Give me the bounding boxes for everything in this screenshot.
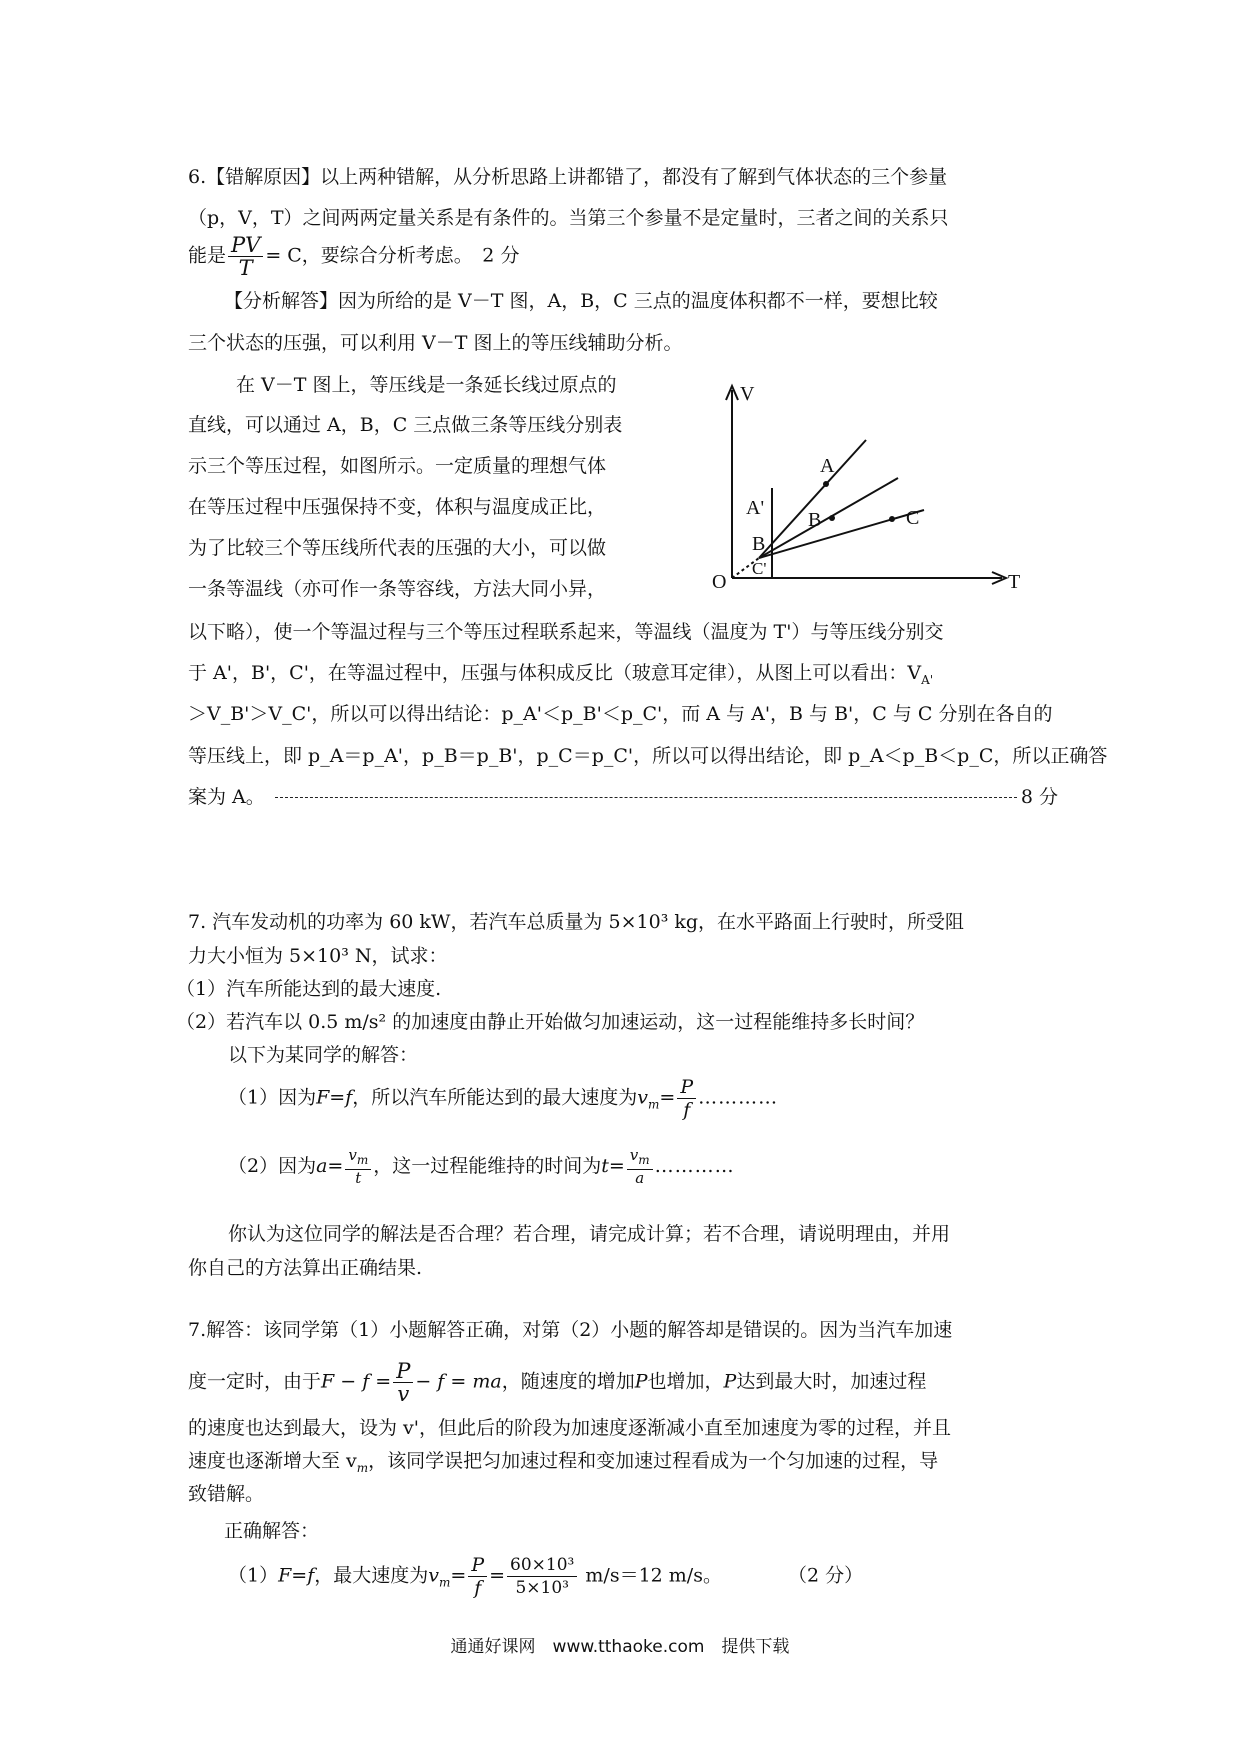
ans7-l7-a: （1） <box>228 1564 279 1587</box>
q6-line-9: 在等压过程中压强保持不变，体积与温度成正比， <box>188 496 607 518</box>
q7-line-2: 力大小恒为 5×10³ N，试求： <box>188 945 448 967</box>
isobar-b <box>759 478 898 558</box>
ans7-line-2 <box>188 1360 926 1405</box>
q6-line-8: 示三个等压过程，如图所示。一定质量的理想气体 <box>188 455 607 477</box>
fraction-denominator: T <box>238 256 253 280</box>
t-axis-label: T <box>1008 571 1021 593</box>
q6-line-13-sub: A' <box>921 672 934 687</box>
ans7-l4-sub: m <box>356 1460 369 1475</box>
q7-l6-v: v <box>637 1086 648 1109</box>
q6-line-15: 等压线上，即 p_A＝p_A'，p_B＝p_B'，p_C＝p_C'，所以可以得出结论，即 p_A＜p_B＜p_C，所以正确答 <box>188 745 1108 767</box>
point-a <box>823 481 829 487</box>
power-over-force-fraction <box>507 1554 577 1599</box>
q6-line-3 <box>188 234 519 279</box>
ans7-l7-f-var: F <box>278 1564 292 1587</box>
q7-line-1: 7. 汽车发动机的功率为 60 kW，若汽车总质量为 5×10³ kg，在水平路面上行驶时，所受阻 <box>188 911 965 933</box>
page-footer: 通通好课网 www.tthaoke.com 提供下载 <box>450 1637 790 1657</box>
ans7-l7-text: ，最大速度为 <box>314 1564 429 1587</box>
fraction-numerator: 60×10³ <box>507 1554 577 1577</box>
pv-over-t-fraction <box>228 234 263 279</box>
ans7-l4-post: ，该同学误把匀加速过程和变加速过程看成为一个匀加速的过程，导 <box>368 1450 939 1472</box>
ans7-l2-h: 达到最大时，加速过程 <box>736 1370 927 1393</box>
label-c-prime: C' <box>752 559 767 578</box>
ans7-line-4 <box>188 1450 938 1479</box>
ans7-line-3: 的速度也达到最大，设为 v'，但此后的阶段为加速度逐渐减小直至加速度为零的过程，并且 <box>188 1417 951 1439</box>
q7-l6-eq2: = <box>659 1086 676 1109</box>
q6-line-7: 直线，可以通过 A，B，C 三点做三条等压线分别表 <box>188 414 623 436</box>
numerator-sub: m <box>638 1153 650 1167</box>
vt-diagram <box>712 378 1032 598</box>
q6-line-6: 在 V－T 图上，等压线是一条延长线过原点的 <box>236 374 617 396</box>
ans7-l2-eq-right: − f = ma <box>415 1370 502 1393</box>
q6-line-1: 6.【错解原因】以上两种错解，从分析思路上讲都错了，都没有了解到气体状态的三个参量 <box>188 166 948 188</box>
label-b: B <box>808 509 822 531</box>
label-c: C <box>906 507 920 529</box>
fraction-denominator: t <box>355 1169 362 1187</box>
q7-l6-f-var: F <box>316 1086 330 1109</box>
ans7-l2-d: ，随速度的增加 <box>501 1370 635 1393</box>
ans7-line-7 <box>228 1554 863 1599</box>
ans7-line-5: 致错解。 <box>188 1483 265 1505</box>
q6-line-16-text: 案为 A。 <box>188 786 265 808</box>
label-b-prime: B <box>752 533 766 555</box>
ans7-l2-p1: P <box>634 1370 648 1393</box>
q6-line-5: 三个状态的压强，可以利用 V－T 图上的等压线辅助分析。 <box>188 332 683 354</box>
p-over-v-fraction <box>393 1360 413 1405</box>
q6-line-13-text: 于 A'，B'，C'，在等温过程中，压强与体积成反比（玻意耳定律），从图上可以看出：V <box>188 662 922 684</box>
fraction-numerator: PV <box>228 234 263 257</box>
fraction-numerator <box>345 1147 371 1170</box>
q7-l7-dots: ………… <box>654 1155 735 1177</box>
fraction-numerator: P <box>468 1554 487 1577</box>
numerator-v: v <box>629 1146 639 1164</box>
vm-over-t-fraction <box>345 1147 371 1187</box>
q7-line-8: 你认为这位同学的解法是否合理？若合理，请完成计算；若不合理，请说明理由，并用 <box>228 1223 951 1245</box>
label-a-prime: A' <box>746 497 765 519</box>
fraction-denominator: f <box>474 1577 482 1599</box>
point-c <box>889 516 895 522</box>
ans7-l2-p2: P <box>723 1370 737 1393</box>
isobar-a <box>759 440 866 558</box>
fraction-denominator: f <box>683 1099 691 1121</box>
ans7-l2-f: 也增加， <box>647 1370 724 1393</box>
q6-line-4: 【分析解答】因为所给的是 V－T 图，A，B，C 三点的温度体积都不一样，要想比较 <box>224 290 938 312</box>
q7-l7-a-var: a <box>316 1155 328 1177</box>
q7-l6-text: ，所以汽车所能达到的最大速度为 <box>352 1086 638 1109</box>
ans7-l7-sub: m <box>439 1575 451 1590</box>
q7-l7-a: （2）因为 <box>228 1155 317 1177</box>
dashed-leader <box>275 797 1017 798</box>
fraction-numerator: P <box>677 1076 696 1099</box>
q7-l6-f-small: f <box>345 1086 353 1109</box>
p-over-f-fraction <box>677 1076 696 1121</box>
q7-l6-a: （1）因为 <box>228 1086 317 1109</box>
q6-line-2: （p，V，T）之间两两定量关系是有条件的。当第三个参量不是定量时，三者之间的关系只 <box>188 207 949 229</box>
q6-line-12: 以下略），使一个等温过程与三个等压过程联系起来，等温线（温度为 T'）与等压线分别交 <box>188 621 944 643</box>
q7-line-7 <box>228 1147 735 1187</box>
ans7-l2-eq-left: F − f = <box>321 1370 392 1393</box>
q7-l6-eq: = <box>329 1086 346 1109</box>
q6-line-16 <box>188 786 1058 808</box>
q7-line-4: （2）若汽车以 0.5 m/s² 的加速度由静止开始做匀加速运动，这一过程能维持多长时间？ <box>176 1011 925 1033</box>
q7-l6-sub: m <box>648 1097 660 1112</box>
p-over-f-fraction <box>468 1554 487 1599</box>
ans7-l7-v: v <box>428 1564 439 1587</box>
ans7-l7-result: m/s＝12 m/s。 <box>585 1564 722 1587</box>
fraction-denominator: v <box>397 1382 410 1406</box>
q6-score: 8 分 <box>1020 786 1058 808</box>
ans7-l2-a: 度一定时，由于 <box>188 1370 322 1393</box>
q7-l7-t-var: t <box>601 1155 609 1177</box>
numerator-sub: m <box>356 1153 369 1167</box>
q6-line-11: 一条等温线（亦可作一条等容线，方法大同小异， <box>188 578 607 600</box>
q6-line-10: 为了比较三个等压线所代表的压强的大小，可以做 <box>188 537 607 559</box>
q7-line-5: 以下为某同学的解答： <box>228 1044 419 1066</box>
q7-line-6 <box>228 1076 778 1121</box>
ans7-line-1: 7.解答：该同学第（1）小题解答正确，对第（2）小题的解答却是错误的。因为当汽车加速 <box>188 1319 953 1341</box>
q7-l7-text: ，这一过程能维持的时间为 <box>373 1155 602 1177</box>
q7-line-9: 你自己的方法算出正确结果. <box>188 1257 423 1279</box>
fraction-denominator: 5×10³ <box>515 1578 569 1598</box>
fraction-numerator <box>627 1147 653 1170</box>
q6-line-13 <box>188 662 933 691</box>
q6-line-3-post: = C，要综合分析考虑。 2 分 <box>265 244 520 267</box>
vm-over-a-fraction <box>627 1147 653 1187</box>
isobar-c <box>759 510 924 558</box>
ans7-l4-text: 速度也逐渐增大至 v <box>188 1450 357 1472</box>
ans7-l7-f-small: f <box>307 1564 315 1587</box>
point-b <box>829 515 835 521</box>
q6-line-3-pre: 能是 <box>188 244 227 267</box>
ans7-line-6: 正确解答： <box>224 1520 320 1542</box>
fraction-denominator: a <box>635 1169 645 1187</box>
q7-l7-eq2: = <box>608 1155 625 1177</box>
q7-l7-eq: = <box>327 1155 344 1177</box>
v-axis-label: V <box>740 383 755 405</box>
label-a: A <box>820 455 835 477</box>
ans7-l7-eq2: = <box>450 1564 467 1587</box>
ans7-l7-eq: = <box>291 1564 308 1587</box>
origin-label: O <box>712 571 727 593</box>
fraction-numerator: P <box>393 1360 413 1383</box>
q7-line-3: （1）汽车所能达到的最大速度. <box>176 978 442 1000</box>
ans7-l7-eq3: = <box>489 1564 506 1587</box>
q7-l6-dots: ………… <box>698 1086 779 1109</box>
ans7-score: （2 分） <box>787 1564 864 1587</box>
q6-line-14: ＞V_B'＞V_C'，所以可以得出结论：p_A'＜p_B'＜p_C'，而 A 与 A'，B 与 B'，C 与 C 分别在各自的 <box>188 703 1053 725</box>
numerator-v: v <box>348 1146 357 1164</box>
